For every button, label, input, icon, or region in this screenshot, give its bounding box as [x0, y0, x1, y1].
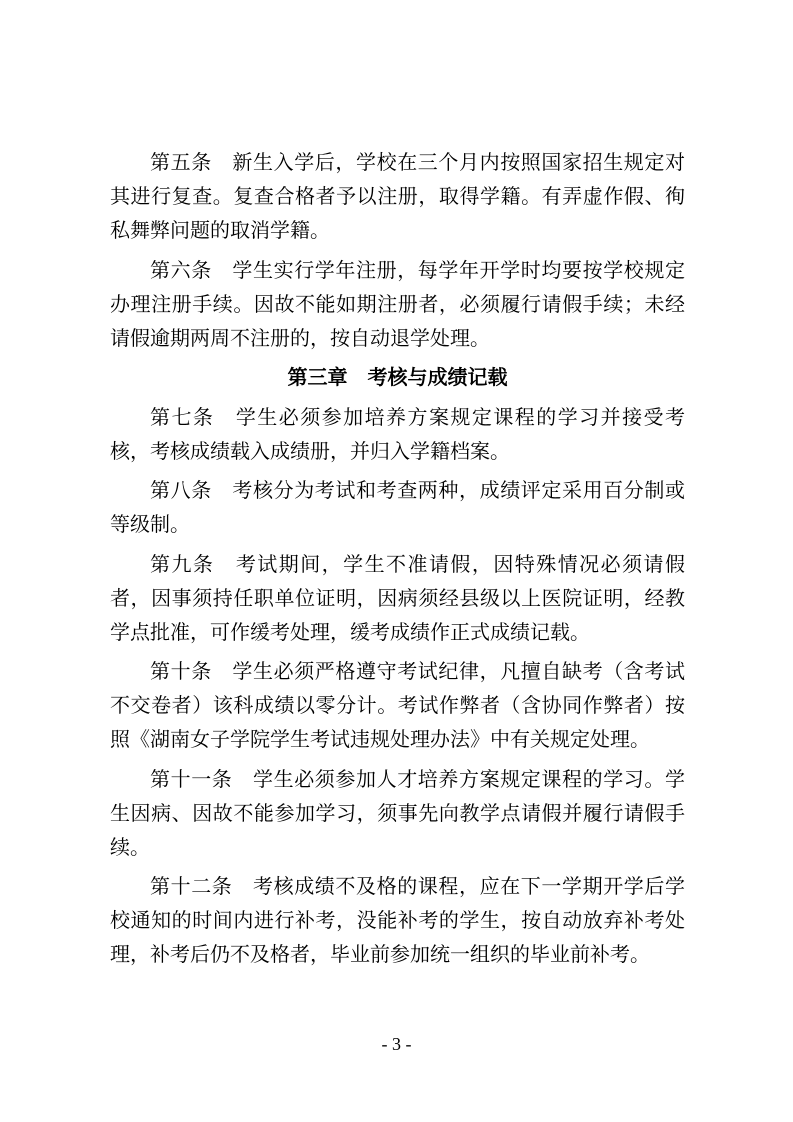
article-6: 第六条 学生实行学年注册，每学年开学时均要按学校规定办理注册手续。因故不能如期注册者，必须履行请假手续；未经请假逾期两周不注册的，按自动退学处理。	[110, 257, 685, 350]
article-8: 第八条 考核分为考试和考查两种，成绩评定采用百分制或等级制。	[110, 478, 685, 536]
article-12: 第十二条 考核成绩不及格的课程，应在下一学期开学后学校通知的时间内进行补考，没能补考的学生，按自动放弃补考处理，补考后仍不及格者，毕业前参加统一组织的毕业前补考。	[110, 874, 685, 966]
document-body	[110, 145, 685, 977]
article-5: 第五条 新生入学后，学校在三个月内按照国家招生规定对其进行复查。复查合格者予以注册，取得学籍。有弄虚作假、徇私舞弊问题的取消学籍。	[110, 150, 685, 242]
page-number: - 3 -	[381, 1034, 412, 1054]
article-10: 第十条 学生必须严格遵守考试纪律，凡擅自缺考（含考试不交卷者）该科成绩以零分计。考试作弊者（含协同作弊者）按照《湖南女子学院学生考试违规处理办法》中有关规定处理。	[110, 659, 685, 751]
article-11: 第十一条 学生必须参加人才培养方案规定课程的学习。学生因病、因故不能参加学习，须事先向教学点请假并履行请假手续。	[110, 766, 685, 859]
article-7: 第七条 学生必须参加培养方案规定课程的学习并接受考核，考核成绩载入成绩册，并归入学籍档案。	[110, 404, 685, 463]
chapter-3-heading: 第三章 考核与成绩记载	[287, 365, 508, 389]
article-9: 第九条 考试期间，学生不准请假，因特殊情况必须请假者，因事须持任职单位证明，因病须经县级以上医院证明，经教学点批准，可作缓考处理，缓考成绩作正式成绩记载。	[110, 551, 685, 644]
